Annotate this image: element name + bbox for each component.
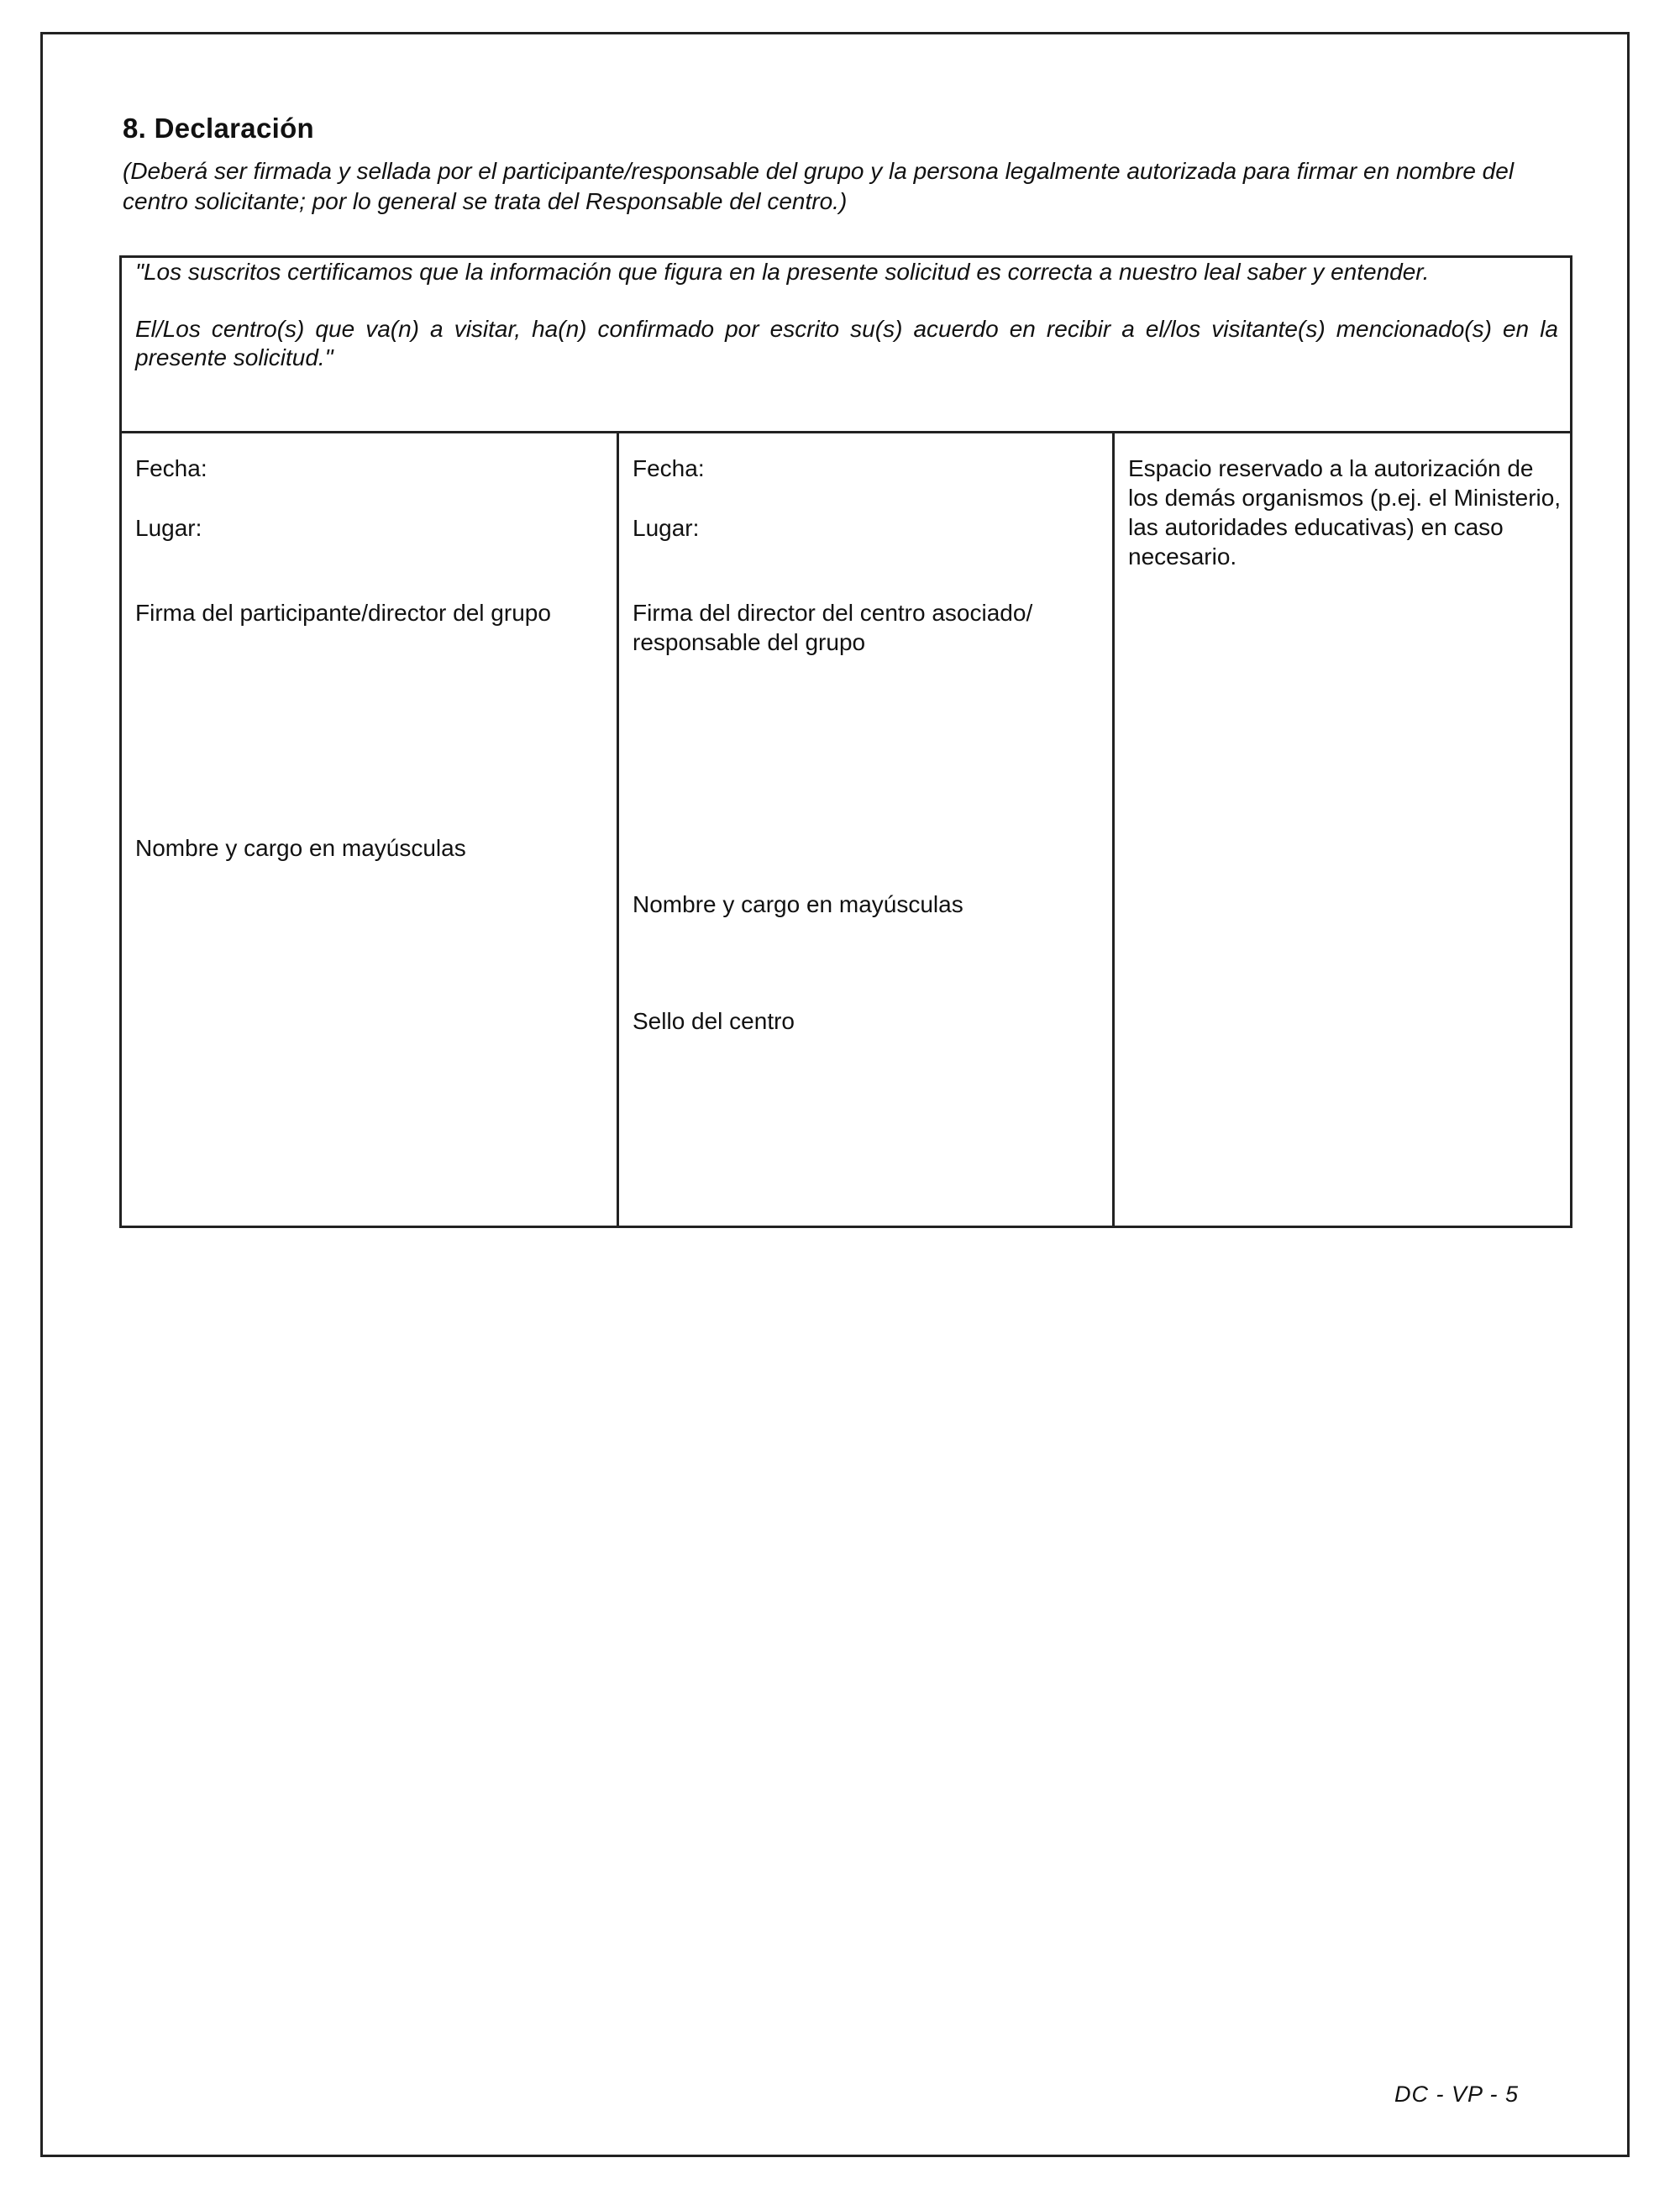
- director-date-label: Fecha:: [633, 455, 705, 481]
- director-place-label: Lugar:: [633, 515, 700, 541]
- declaration-table: [119, 255, 1572, 1228]
- authorities-column: [1115, 433, 1570, 1226]
- participant-place-label: Lugar:: [135, 515, 202, 541]
- director-signature-label: Firma del director del centro asociado/ responsable del grupo: [633, 600, 1033, 655]
- participant-name-label: Nombre y cargo en mayúsculas: [135, 835, 466, 861]
- director-name-label: Nombre y cargo en mayúsculas: [633, 891, 963, 917]
- participant-date-label: Fecha:: [135, 455, 207, 481]
- authorities-note: Espacio reservado a la autorización de los demás organismos (p.ej. el Ministerio, las autoridades educativas) en caso necesario.: [1128, 455, 1562, 570]
- participant-signature-column: [122, 433, 619, 1226]
- statement-paragraph-1: "Los suscritos certificamos que la información que figura en la presente solicitud es correcta a nuestro leal saber y entender.: [135, 259, 1430, 285]
- section-title: 8. Declaración: [123, 113, 314, 144]
- document-code: DC - VP - 5: [1394, 2082, 1520, 2107]
- statement-paragraph-2: El/Los centro(s) que va(n) a visitar, ha(n) confirmado por escrito su(s) acuerdo en recibir a el/los visitante(s) mencionado(s) en la presente solicitud.": [135, 316, 1558, 370]
- section-instructions: (Deberá ser firmada y sellada por el participante/responsable del grupo y la persona legalmente autorizada para firmar en nombre del centro solicitante; por lo general se trata del Responsable del centro.): [123, 158, 1515, 214]
- center-stamp-label: Sello del centro: [633, 1008, 795, 1034]
- declaration-statement: [122, 258, 1570, 433]
- participant-signature-label: Firma del participante/director del grupo: [135, 600, 551, 626]
- director-signature-column: [619, 433, 1115, 1226]
